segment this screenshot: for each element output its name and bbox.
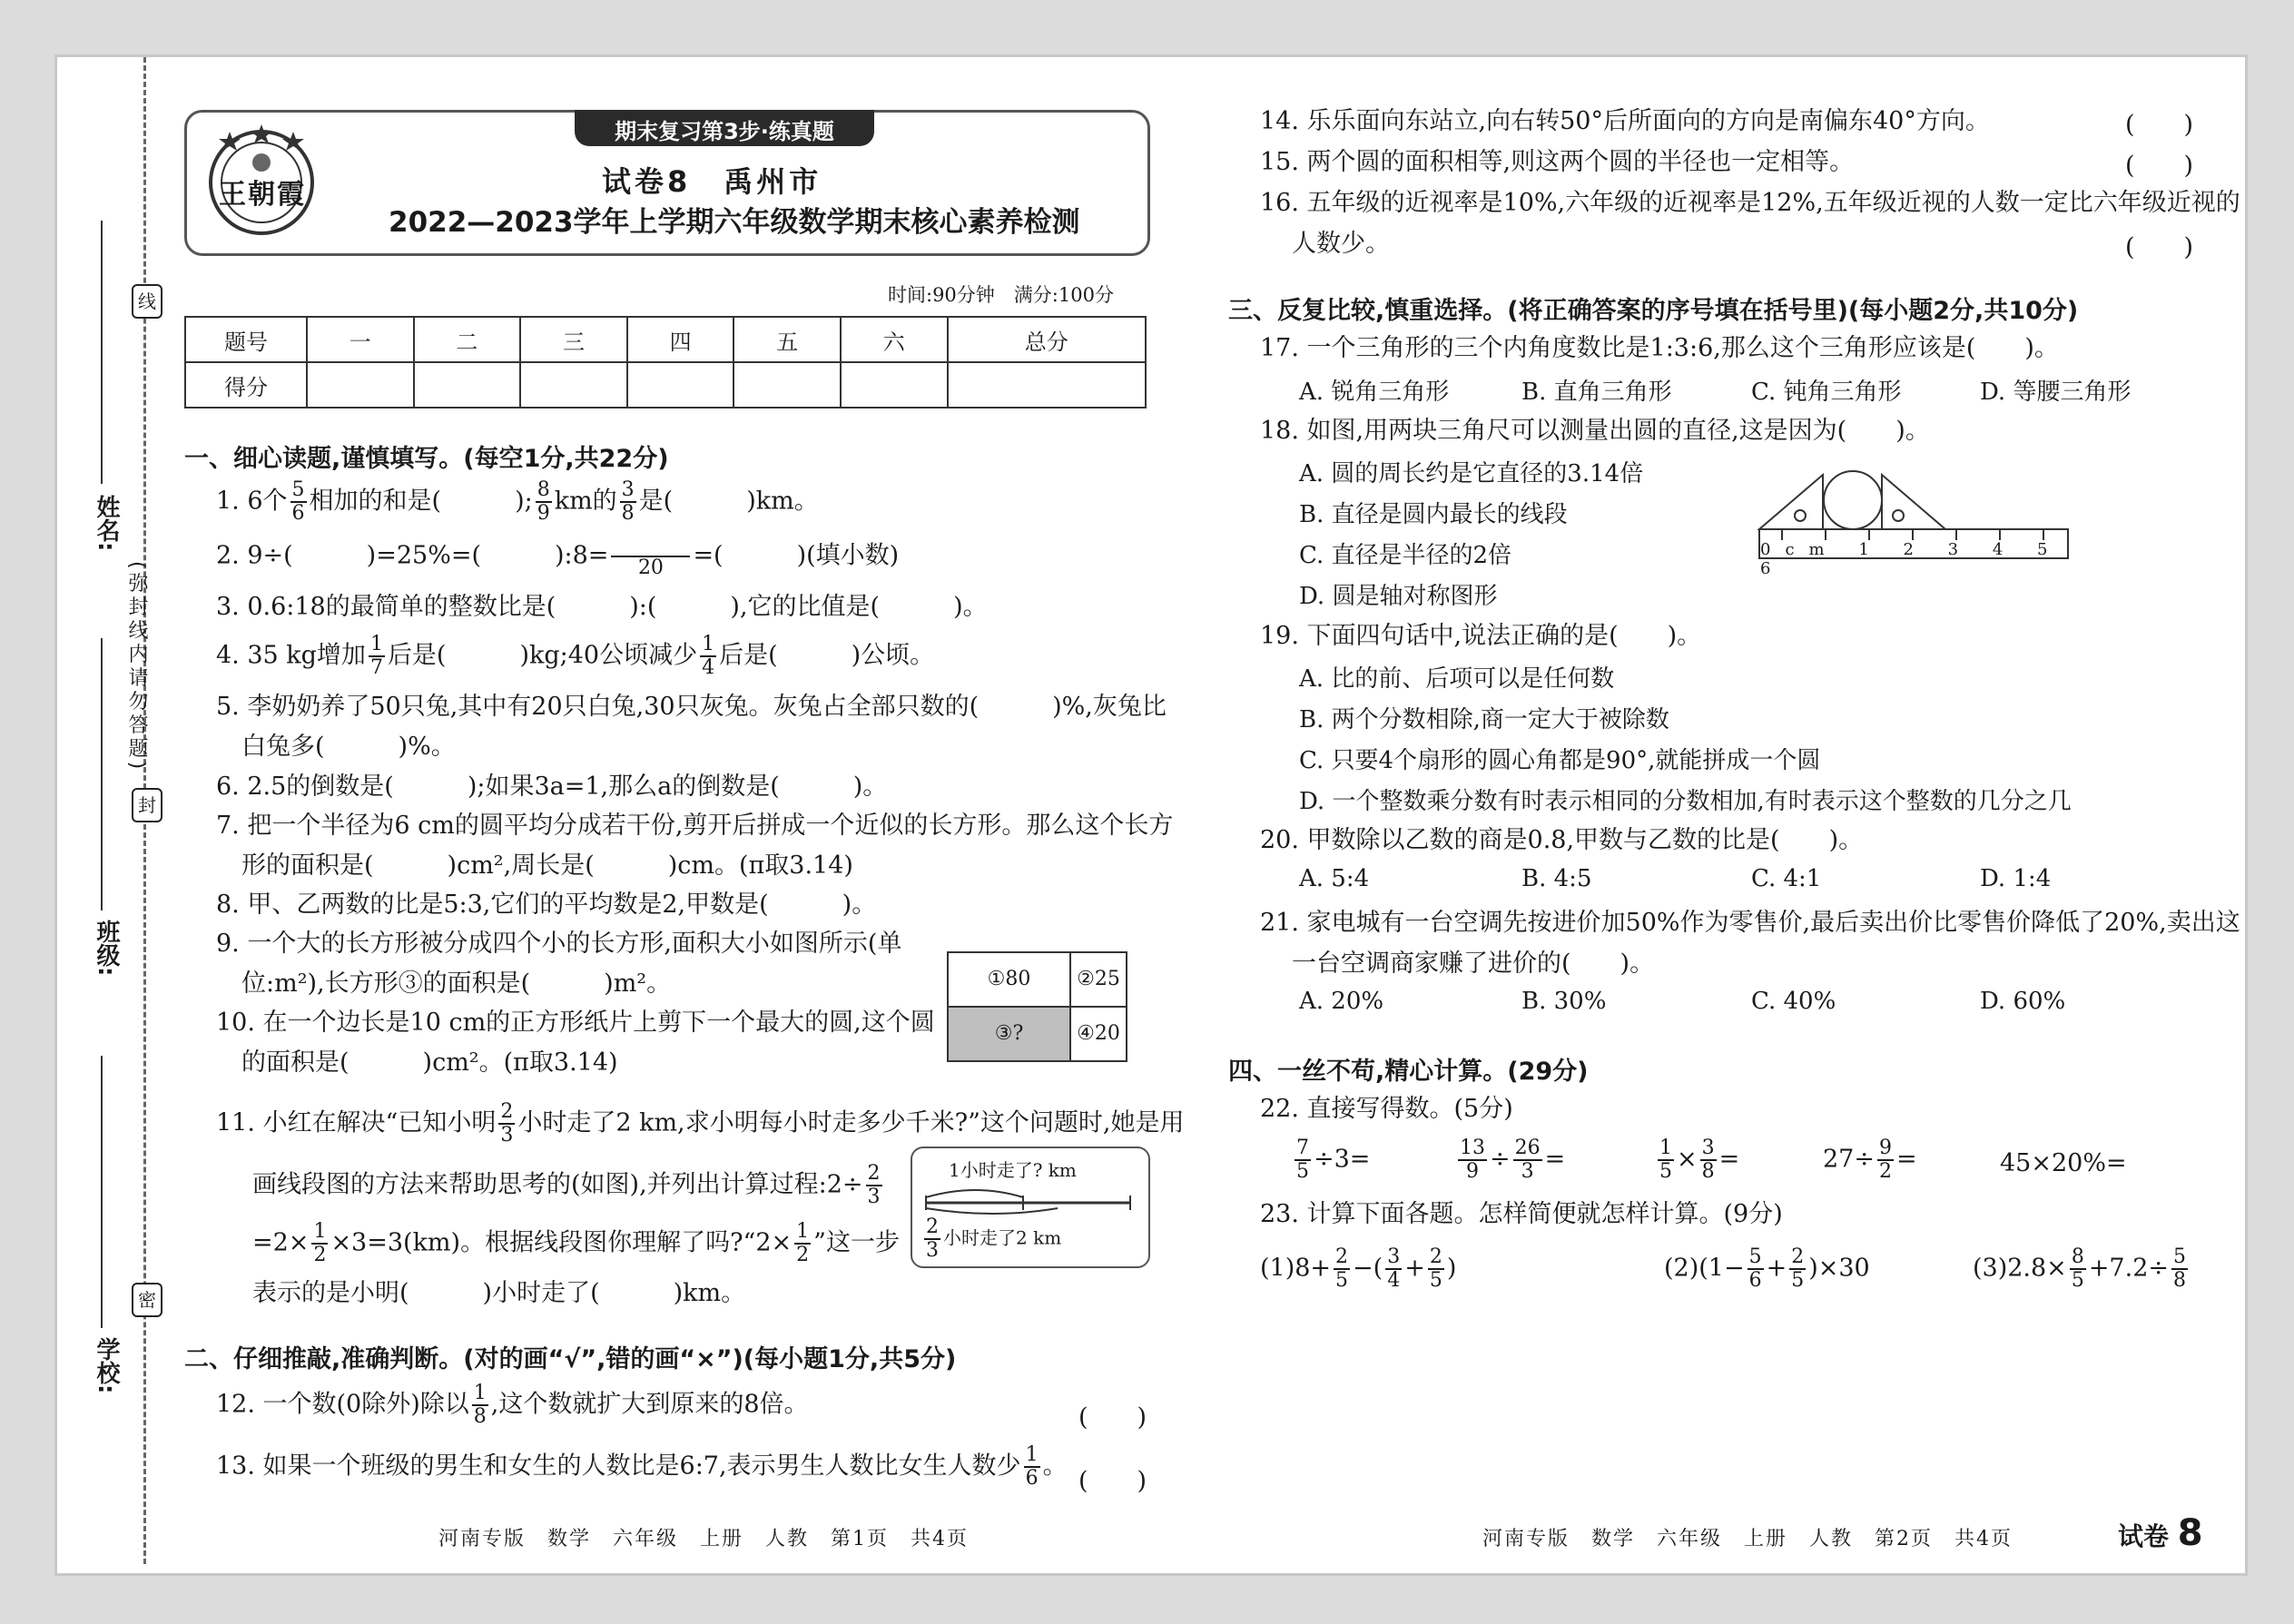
question-21-line2: 一台空调商家赚了进价的( )。 — [1292, 950, 1655, 978]
footer-left: 河南专版 数学 六年级 上册 人教 第1页 共4页 — [438, 1528, 969, 1550]
question-23: 23. 计算下面各题。怎样简便就怎样计算。(9分) — [1260, 1200, 1783, 1228]
question-16-line2: 人数少。 — [1292, 230, 1390, 258]
section-3-heading: 三、反复比较,慎重选择。(将正确答案的序号填在括号里)(每小题2分,共10分) — [1228, 297, 2079, 325]
question-3: 3. 0.6:18的最简单的整数比是( ):( ),它的比值是( )。 — [216, 593, 988, 621]
option-21-d[interactable]: D. 60% — [1980, 988, 2066, 1015]
option-20-a[interactable]: A. 5:4 — [1299, 865, 1370, 892]
question-11-line1: 11. 小红在解决“已知小明 $\frac{2}{3}$ 小时走了2 km,求小明每小时走多少千米?”这个问题时,她是用 — [216, 1100, 1185, 1147]
calc-22-2: $\frac{13}{9}$ ÷ $\frac{26}{3}$ = — [1460, 1137, 1566, 1183]
question-2: 2. 9÷( )=25%=( ):8= 20 =( )(填小数) — [216, 534, 899, 579]
calc-22-4: 27÷ $\frac{9}{2}$ = — [1823, 1137, 1917, 1183]
score-cell[interactable] — [520, 362, 627, 408]
question-11-line4: 表示的是小明( )小时走了( )km。 — [252, 1279, 746, 1307]
option-20-b[interactable]: B. 4:5 — [1521, 865, 1592, 892]
question-19: 19. 下面四句话中,说法正确的是( )。 — [1260, 622, 1702, 650]
brand-logo-text: 王朝霞 — [219, 179, 306, 211]
score-cell[interactable] — [627, 362, 734, 408]
option-19-b[interactable]: B. 两个分数相除,商一定大于被除数 — [1299, 706, 1669, 733]
question-20: 20. 甲数除以乙数的商是0.8,甲数与乙数的比是( )。 — [1260, 826, 1864, 854]
section-4-heading: 四、一丝不苟,精心计算。(29分) — [1228, 1058, 1589, 1086]
seal-mark-xian: 线 — [132, 284, 162, 319]
question-13: 13. 如果一个班级的男生和女生的人数比是6:7,表示男生人数比女生人数少 $\frac{1}{6}$ 。 — [216, 1443, 1068, 1490]
calc-22-3: $\frac{1}{5}$ × $\frac{3}{8}$ = — [1659, 1137, 1740, 1183]
segment-diagram — [911, 1147, 1150, 1268]
score-cell[interactable] — [733, 362, 841, 408]
option-20-c[interactable]: C. 4:1 — [1751, 865, 1822, 892]
brand-logo — [202, 119, 320, 239]
question-5-line2: 白兔多( )%。 — [241, 733, 456, 761]
question-16-line1: 16. 五年级的近视率是10%,六年级的近视率是12%,五年级近视的人数一定比六年级近视的 — [1260, 189, 2240, 217]
option-17-c[interactable]: C. 钝角三角形 — [1751, 379, 1902, 406]
score-header-total: 总分 — [948, 317, 1146, 362]
time-score-info: 时间:90分钟 满分:100分 — [888, 284, 1114, 306]
option-19-c[interactable]: C. 只要4个扇形的圆心角都是90°,就能拼成一个圆 — [1299, 747, 1821, 774]
option-20-d[interactable]: D. 1:4 — [1980, 865, 2052, 892]
rectangle-area-figure — [947, 951, 1127, 1062]
question-22: 22. 直接写得数。(5分) — [1260, 1095, 1513, 1123]
question-18: 18. 如图,用两块三角尺可以测量出圆的直径,这是因为( )。 — [1260, 417, 1930, 445]
question-6: 6. 2.5的倒数是( );如果3a=1,那么a的倒数是( )。 — [216, 773, 888, 801]
question-1: 1. 6个 $\frac{5}{6}$ 相加的和是( ); $\frac{8}{9}$ km的 $\frac{3}{8}$ 是( )km。 — [216, 478, 819, 525]
option-19-a[interactable]: A. 比的前、后项可以是任何数 — [1299, 665, 1615, 693]
paper-number-badge: 试卷 8 — [2118, 1512, 2203, 1554]
label-name: 姓名: — [93, 495, 120, 552]
answer-paren-13[interactable]: ( ) — [1078, 1467, 1147, 1495]
question-7-line1: 7. 把一个半径为6 cm的圆平均分成若干份,剪开后拼成一个近似的长方形。那么这个长方 — [216, 812, 1174, 840]
option-17-a[interactable]: A. 锐角三角形 — [1299, 379, 1450, 406]
question-17: 17. 一个三角形的三个内角度数比是1:3:6,那么这个三角形应该是( )。 — [1260, 334, 2059, 362]
calc-23-3: (3)2.8× $\frac{8}{5}$ +7.2÷ $\frac{5}{8}$ — [1973, 1245, 2186, 1292]
question-11-line3: =2× $\frac{1}{2}$ ×3=3(km)。根据线段图你理解了吗?“2× $\frac{1}{2}$ ”这一步 — [252, 1220, 900, 1266]
section-2-heading: 二、仔细推敲,准确判断。(对的画“√”,错的画“×”)(每小题1分,共5分) — [184, 1345, 957, 1373]
answer-paren-14[interactable]: ( ) — [2125, 111, 2194, 139]
footer-right: 河南专版 数学 六年级 上册 人教 第2页 共4页 — [1482, 1528, 2013, 1550]
question-12: 12. 一个数(0除外)除以 $\frac{1}{8}$ ,这个数就扩大到原来的8倍。 — [216, 1382, 809, 1428]
triangle-ruler-figure — [1755, 466, 2082, 578]
ruler-labels: 0cm 1 2 3 4 5 6 — [1760, 540, 2063, 578]
school-field[interactable] — [101, 1056, 103, 1328]
binding-note: (弥封线内请勿答题) — [125, 561, 148, 773]
score-cell[interactable] — [841, 362, 948, 408]
exam-title: 2022—2023学年上学期六年级数学期末核心素养检测 — [389, 206, 1080, 239]
seal-mark-feng: 封 — [132, 788, 162, 822]
question-15: 15. 两个圆的面积相等,则这两个圆的半径也一定相等。 — [1260, 148, 1855, 176]
score-cell[interactable] — [307, 362, 414, 408]
question-9-line1: 9. 一个大的长方形被分成四个小的长方形,面积大小如图所示(单 — [216, 930, 902, 958]
score-header-6: 六 — [841, 317, 948, 362]
option-18-c[interactable]: C. 直径是半径的2倍 — [1299, 542, 1512, 569]
question-14: 14. 乐乐面向东站立,向右转50°后所面向的方向是南偏东40°方向。 — [1260, 107, 1990, 135]
option-17-b[interactable]: B. 直角三角形 — [1521, 379, 1672, 406]
label-school: 学校: — [93, 1337, 120, 1394]
exam-sheet — [54, 54, 2248, 1576]
question-11-line2: 画线段图的方法来帮助思考的(如图),并列出计算过程:2÷ $\frac{2}{3}$ — [252, 1162, 881, 1208]
segment-label-bottom: $\frac{2}{3}$ 小时走了2 km — [926, 1216, 1062, 1262]
option-17-d[interactable]: D. 等腰三角形 — [1980, 379, 2132, 406]
option-18-a[interactable]: A. 圆的周长约是它直径的3.14倍 — [1299, 460, 1644, 487]
name-field[interactable] — [101, 221, 103, 484]
area-cell-3: ③? — [949, 1008, 1071, 1060]
answer-paren-12[interactable]: ( ) — [1078, 1403, 1147, 1432]
section-1-heading: 一、细心读题,谨慎填写。(每空1分,共22分) — [184, 445, 669, 473]
segment-label-top: 1小时走了? km — [949, 1159, 1077, 1181]
answer-paren-15[interactable]: ( ) — [2125, 152, 2194, 180]
option-18-d[interactable]: D. 圆是轴对称图形 — [1299, 583, 1498, 610]
score-row-label: 得分 — [185, 362, 307, 408]
question-21-line1: 21. 家电城有一台空调先按进价加50%作为零售价,最后卖出价比零售价降低了20%,卖出这 — [1260, 909, 2240, 937]
option-21-c[interactable]: C. 40% — [1751, 988, 1836, 1015]
option-18-b[interactable]: B. 直径是圆内最长的线段 — [1299, 501, 1568, 528]
question-8: 8. 甲、乙两数的比是5:3,它们的平均数是2,甲数是( )。 — [216, 891, 877, 919]
question-7-line2: 形的面积是( )cm²,周长是( )cm。(π取3.14) — [241, 851, 853, 880]
option-21-a[interactable]: A. 20% — [1299, 988, 1384, 1015]
label-class: 班级: — [93, 920, 120, 977]
segment-line — [921, 1181, 1139, 1217]
area-cell-4: ④20 — [1077, 1022, 1120, 1045]
option-19-d[interactable]: D. 一个整数乘分数有时表示相同的分数相加,有时表示这个整数的几分之几 — [1299, 788, 2072, 815]
seal-mark-mi: 密 — [132, 1283, 162, 1317]
calc-22-5: 45×20%= — [2000, 1149, 2127, 1177]
question-10-line1: 10. 在一个边长是10 cm的正方形纸片上剪下一个最大的圆,这个圆 — [216, 1009, 935, 1037]
score-header-1: 一 — [307, 317, 414, 362]
score-header-label: 题号 — [185, 317, 307, 362]
calc-23-1: (1)8+ $\frac{2}{5}$ −( $\frac{3}{4}$ + $\frac{2}{5}$ ) — [1260, 1245, 1457, 1292]
score-header-2: 二 — [414, 317, 521, 362]
paper-title: 试卷8 禹州市 — [602, 164, 822, 199]
score-cell[interactable] — [948, 362, 1146, 408]
question-10-line2: 的面积是( )cm²。(π取3.14) — [241, 1048, 618, 1077]
score-table — [184, 316, 1147, 408]
class-field[interactable] — [101, 638, 103, 910]
score-header-5: 五 — [733, 317, 841, 362]
calc-22-1: $\frac{7}{5}$ ÷3= — [1296, 1137, 1371, 1183]
area-cell-1: ①80 — [949, 953, 1071, 1008]
question-4: 4. 35 kg增加 $\frac{1}{7}$ 后是( )kg;40公顷减少 $\frac{1}{4}$ 后是( )公顷。 — [216, 633, 935, 679]
score-cell[interactable] — [414, 362, 521, 408]
question-5-line1: 5. 李奶奶养了50只兔,其中有20只白兔,30只灰兔。灰兔占全部只数的( )%,灰兔比 — [216, 693, 1167, 721]
step-banner-text: 期末复习第3步·练真题 — [615, 119, 834, 144]
area-cell-2: ②25 — [1071, 953, 1126, 1008]
option-21-b[interactable]: B. 30% — [1521, 988, 1607, 1015]
question-9-line2: 位:m²),长方形③的面积是( )m²。 — [241, 969, 672, 998]
score-header-3: 三 — [520, 317, 627, 362]
answer-paren-16[interactable]: ( ) — [2125, 233, 2194, 261]
calc-23-2: (2)(1− $\frac{5}{6}$ + $\frac{2}{5}$ )×30 — [1664, 1245, 1870, 1292]
score-header-4: 四 — [627, 317, 734, 362]
